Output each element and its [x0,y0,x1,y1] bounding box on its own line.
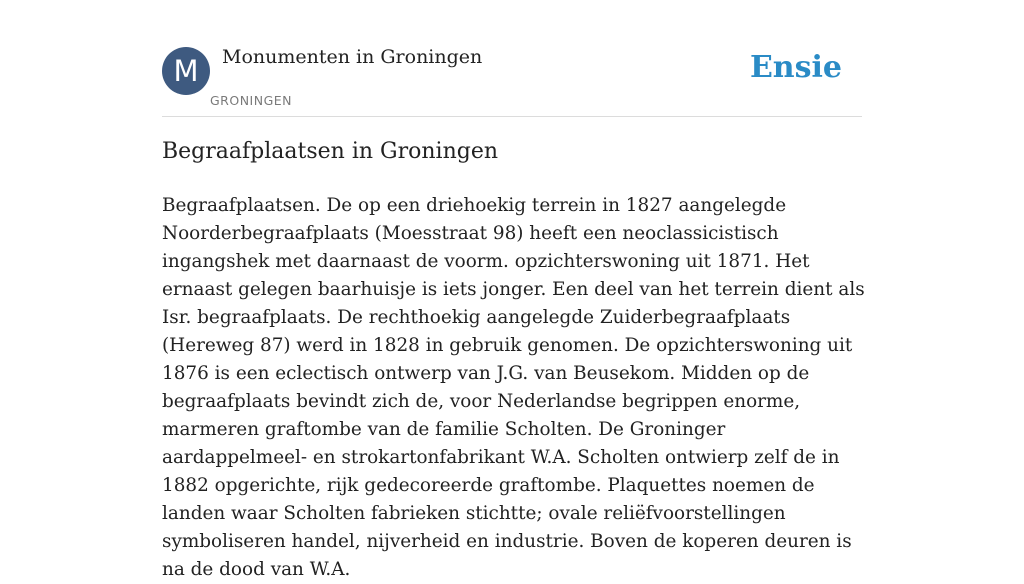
category-label[interactable]: GRONINGEN [210,93,293,108]
header [162,0,862,117]
article-title: Begraafplaatsen in Groningen [162,139,499,164]
article-body: Begraafplaatsen. De op een driehoekig terrein in 1827 aangelegde Noorderbegraafplaats (Moesstraat 98) heeft een neoclassicistisch ingangshek met daarnaast de voorm. opzichterswoning uit 1871. Het ernaast gelegen baarhuisje is iets jonger. Een deel van het terrein dient als Isr. begraafplaats. De rechthoekig aangelegde Zuiderbegraafplaats (Hereweg 87) werd in 1828 in gebruik genomen. De opzichterswoning uit 1876 is een eclectisch ontwerp van J.G. van Beusekom. Midden op de begraafplaats bevindt zich de, voor Nederlandse begrippen enorme, marmeren graftombe van de familie Scholten. De Groninger aardappelmeel- en strokartonfabrikant W.A. Scholten ontwierp zelf de in 1882 opgerichte, rijk gedecoreerde graftombe. Plaquettes noemen de landen waar Scholten fabrieken stichtte; ovale reliëfvoorstellingen symboliseren handel, nijverheid en industrie. Boven de koperen deuren is na de dood van W.A. [162,195,865,580]
source-title[interactable]: Monumenten in Groningen [222,46,483,68]
ensie-logo[interactable]: Ensie [749,50,842,85]
avatar[interactable]: M [162,47,210,95]
